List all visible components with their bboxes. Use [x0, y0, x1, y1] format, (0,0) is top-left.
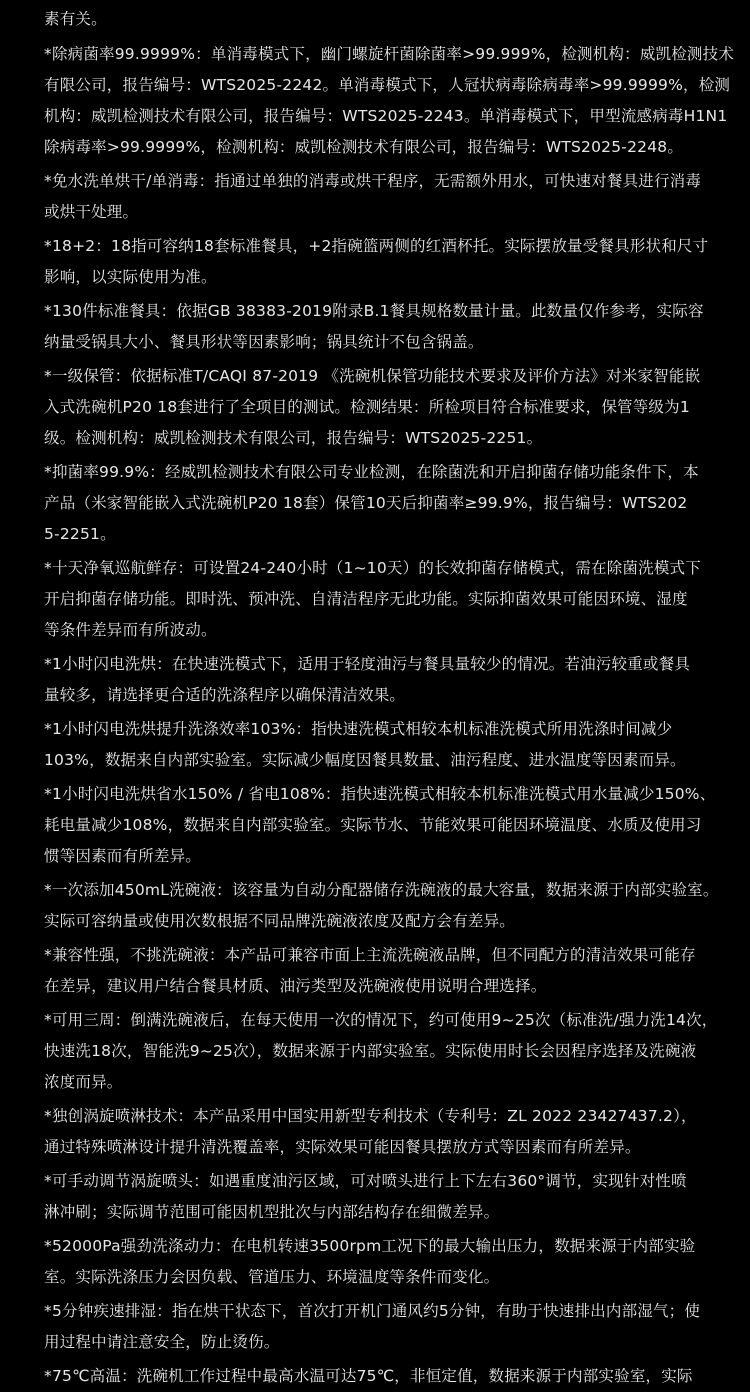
- disclaimer-line: 有限公司，报告编号：WTS2025-2242。单消毒模式下，人冠状病毒除病毒率>99.9999%，检测: [44, 76, 731, 94]
- disclaimer-line: *1小时闪电洗烘：在快速洗模式下，适用于轻度油污与餐具量较少的情况。若油污较重或餐具: [44, 655, 691, 673]
- disclaimer-line: *75℃高温：洗碗机工作过程中最高水温可达75℃，非恒定值，数据来源于内部实验室，实际: [44, 1367, 693, 1385]
- disclaimer-line: 103%，数据来自内部实验室。实际减少幅度因餐具数量、油污程度、进水温度等因素而异。: [44, 751, 686, 769]
- disclaimer-document: [44, 0, 735, 1392]
- disclaimer-line: 级。检测机构：威凯检测技术有限公司，报告编号：WTS2025-2251。: [44, 429, 543, 447]
- disclaimer-line: *52000Pa强劲洗涤动力：在电机转速3500rpm工况下的最大输出压力，数据来源于内部实验: [44, 1237, 696, 1255]
- disclaimer-line: 产品（米家智能嵌入式洗碗机P20 18套）保管10天后抑菌率≥99.9%，报告编号：WTS202: [44, 494, 688, 512]
- disclaimer-line: 入式洗碗机P20 18套进行了全项目的测试。检测结果：所检项目符合标准要求，保管等级为1: [44, 398, 690, 416]
- disclaimer-line: 影响，以实际使用为准。: [44, 268, 217, 286]
- disclaimer-line: 开启抑菌存储功能。即时洗、预冲洗、自清洁程序无此功能。实际抑菌效果可能因环境、湿度: [44, 590, 688, 608]
- disclaimer-line: *十天净氧巡航鲜存：可设置24-240小时（1~10天）的长效抑菌存储模式，需在除菌洗模式下: [44, 559, 701, 577]
- disclaimer-line: 用过程中请注意安全，防止烫伤。: [44, 1333, 280, 1351]
- disclaimer-line: 纳量受锅具大小、餐具形状等因素影响；锅具统计不包含锅盖。: [44, 333, 484, 351]
- disclaimer-line: 素有关。: [44, 10, 107, 28]
- disclaimer-line: *1小时闪电洗烘提升洗涤效率103%：指快速洗模式相较本机标准洗模式所用洗涤时间减少: [44, 720, 673, 738]
- disclaimer-line: 耗电量减少108%，数据来自内部实验室。实际节水、节能效果可能因环境温度、水质及使用习: [44, 816, 702, 834]
- disclaimer-line: 或烘干处理。: [44, 203, 139, 221]
- disclaimer-line: 浓度而异。: [44, 1073, 123, 1091]
- disclaimer-line: 机构：威凯检测技术有限公司，报告编号：WTS2025-2243。单消毒模式下，甲型流感病毒H1N1: [44, 107, 728, 125]
- disclaimer-line: 室。实际洗涤压力会因负载、管道压力、环境温度等条件而变化。: [44, 1268, 500, 1286]
- disclaimer-line: *可用三周：倒满洗碗液后，在每天使用一次的情况下，约可使用9~25次（标准洗/强力洗14次，: [44, 1011, 718, 1029]
- disclaimer-line: 惯等因素而有所差异。: [44, 847, 202, 865]
- disclaimer-line: 实际可容纳量或使用次数根据不同品牌洗碗液浓度及配方会有差异。: [44, 912, 516, 930]
- disclaimer-line: *5分钟疾速排湿：指在烘干状态下，首次打开机门通风约5分钟，有助于快速排出内部湿气；使: [44, 1302, 701, 1320]
- disclaimer-line: 5-2251。: [44, 525, 116, 543]
- disclaimer-line: *可手动调节涡旋喷头：如遇重度油污区域，可对喷头进行上下左右360°调节，实现针对性喷: [44, 1172, 687, 1190]
- disclaimer-line: 快速洗18次，智能洗9~25次），数据来源于内部实验室。实际使用时长会因程序选择及洗碗液: [44, 1042, 697, 1060]
- disclaimer-line: *免水洗单烘干/单消毒：指通过单独的消毒或烘干程序，无需额外用水，可快速对餐具进行消毒: [44, 172, 702, 190]
- disclaimer-line: 在差异，建议用户结合餐具材质、油污类型及洗碗液使用说明合理选择。: [44, 977, 547, 995]
- disclaimer-line: *抑菌率99.9%：经威凯检测技术有限公司专业检测，在除菌洗和开启抑菌存储功能条件下，本: [44, 463, 699, 481]
- disclaimer-line: 通过特殊喷淋设计提升清洗覆盖率，实际效果可能因餐具摆放方式等因素而有所差异。: [44, 1138, 641, 1156]
- disclaimer-line: *兼容性强，不挑洗碗液：本产品可兼容市面上主流洗碗液品牌，但不同配方的清洁效果可能存: [44, 946, 696, 964]
- disclaimer-line: *1小时闪电洗烘省水150% / 省电108%：指快速洗模式相较本机标准洗模式用水量减少150%、: [44, 785, 716, 803]
- disclaimer-line: *一级保管：依据标准T/CAQI 87-2019 《洗碗机保管功能技术要求及评价方法》对米家智能嵌: [44, 367, 701, 385]
- disclaimer-line: *18+2：18指可容纳18套标准餐具，+2指碗篮两侧的红酒杯托。实际摆放量受餐具形状和尺寸: [44, 237, 709, 255]
- disclaimer-line: *130件标准餐具：依据GB 38383-2019附录B.1餐具规格数量计量。此数量仅作参考，实际容: [44, 302, 704, 320]
- disclaimer-line: 量较多，请选择更合适的洗涤程序以确保清洁效果。: [44, 686, 406, 704]
- disclaimer-line: 等条件差异而有所波动。: [44, 621, 217, 639]
- disclaimer-line: *一次添加450mL洗碗液：该容量为自动分配器储存洗碗液的最大容量，数据来源于内部实验室。: [44, 881, 719, 899]
- disclaimer-line: *除病菌率99.9999%：单消毒模式下，幽门螺旋杆菌除菌率>99.999%，检测机构：威凯检测技术: [44, 45, 735, 63]
- disclaimer-line: 除病毒率>99.9999%，检测机构：威凯检测技术有限公司，报告编号：WTS2025-2248。: [44, 138, 684, 156]
- disclaimer-line: *独创涡旋喷淋技术：本产品采用中国实用新型专利技术（专利号：ZL 2022 23427437.2），: [44, 1107, 697, 1125]
- disclaimer-line: 淋冲刷；实际调节范围可能因机型批次与内部结构存在细微差异。: [44, 1203, 500, 1221]
